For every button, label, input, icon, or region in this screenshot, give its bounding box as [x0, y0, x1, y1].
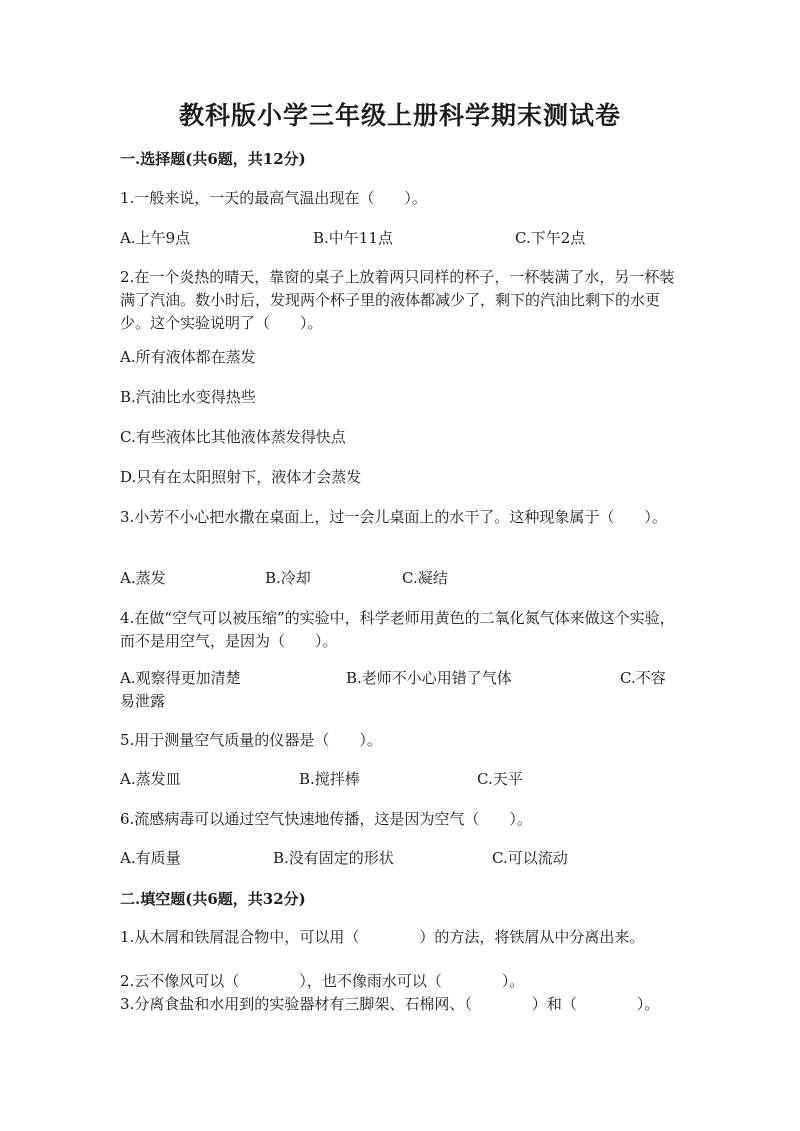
option-a: A.有质量: [120, 849, 181, 867]
option-b: B.没有固定的形状: [273, 849, 394, 867]
option-c: C.不容: [620, 669, 666, 687]
question-3: 3.小芳不小心把水撒在桌面上，过一会儿桌面上的水干了。这种现象属于（ ）。: [120, 508, 667, 526]
option-c: C.天平: [477, 770, 523, 788]
question-4-option-c-wrap: [120, 690, 680, 714]
option-b: B.中午11点: [313, 229, 393, 247]
option-c: C.有些液体比其他液体蒸发得快点: [120, 428, 346, 446]
question-2-option-d: [120, 466, 680, 490]
section-heading-choice: 一.选择题(共6题，共12分): [120, 150, 306, 168]
question-2-option-c: [120, 426, 680, 450]
question-2: 2.在一个炎热的晴天，靠窗的桌子上放着两只同样的杯子，一杯装满了水，另一杯装满了汽油。数小时后，发现两个杯子里的液体都减少了，剩下的汽油比剩下的水更少。这个实验说明了（ ）。: [120, 268, 675, 332]
fill-question-1: 1.从木屑和铁屑混合物中，可以用（ ）的方法，将铁屑从中分离出来。: [120, 928, 645, 946]
question-6-options: [120, 847, 680, 871]
fill-question-3: 3.分离食盐和水用到的实验器材有三脚架、石棉网、（ ）和（ ）。: [120, 995, 660, 1013]
option-b: B.搅拌棒: [299, 770, 360, 788]
option-d: D.只有在太阳照射下，液体才会蒸发: [120, 468, 362, 486]
option-c-continuation: 易泄露: [120, 692, 166, 710]
option-b: B.冷却: [265, 569, 311, 587]
question-6: 6.流感病毒可以通过空气快速地传播，这是因为空气（ ）。: [120, 810, 532, 828]
option-a: A.所有液体都在蒸发: [120, 348, 256, 366]
question-3-options: [120, 567, 680, 591]
question-5: 5.用于测量空气质量的仪器是（ ）。: [120, 731, 382, 749]
option-b: B.老师不小心用错了气体: [346, 669, 512, 687]
option-c: C.可以流动: [492, 849, 568, 867]
question-5-options: [120, 768, 680, 792]
question-2-option-a: [120, 346, 680, 370]
option-c: C.凝结: [402, 569, 448, 587]
page-title: 教科版小学三年级上册科学期末测试卷: [178, 101, 621, 130]
option-a: A.蒸发皿: [120, 770, 181, 788]
fill-question-2: 2.云不像风可以（ ），也不像雨水可以（ ）。: [120, 972, 525, 990]
option-a: A.上午9点: [120, 229, 191, 247]
option-a: A.观察得更加清楚: [120, 669, 241, 687]
question-1-options: [120, 227, 680, 251]
question-4-options: [120, 667, 680, 691]
option-c: C.下午2点: [515, 229, 586, 247]
option-b: B.汽油比水变得热些: [120, 388, 256, 406]
question-1: 1.一般来说，一天的最高气温出现在（ ）。: [120, 189, 427, 207]
section-heading-fill: 二.填空题(共6题，共32分): [120, 890, 306, 908]
option-a: A.蒸发: [120, 569, 166, 587]
question-2-option-b: [120, 386, 680, 410]
question-4: 4.在做“空气可以被压缩”的实验中，科学老师用黄色的二氧化氮气体来做这个实验，而不是用空气，是因为（ ）。: [120, 609, 675, 650]
